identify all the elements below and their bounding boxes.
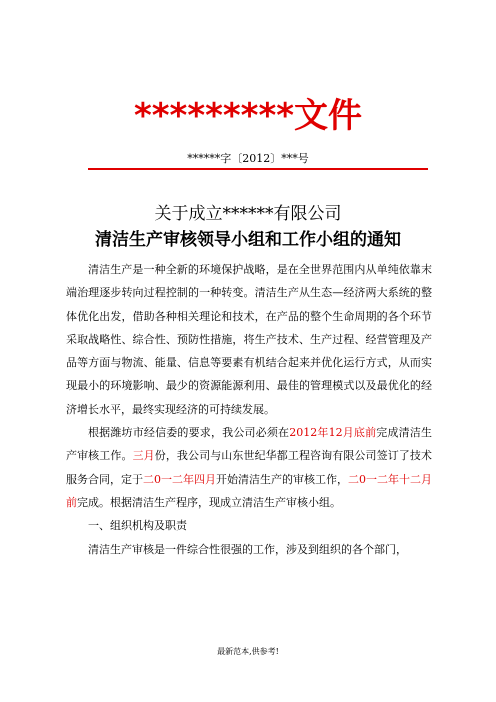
paragraph-organization: 清洁生产审核是一件综合性很强的工作，涉及到组织的各个部门，	[88, 542, 407, 556]
schedule-text-1: 根据潍坊市经信委的要求，我公司必须在	[88, 426, 290, 440]
section-heading-organization: 一、组织机构及职责	[88, 519, 187, 533]
notice-title-line2: 清洁生产审核领导小组和工作小组的通知	[95, 230, 401, 250]
end-date-highlight: 二0一二年十二月前	[66, 472, 432, 509]
schedule-text-4: 开始清洁生产的审核工作，	[216, 472, 348, 486]
document-number: ******字〔2012〕***号	[187, 152, 309, 165]
paragraph-intro: 清洁生产是一种全新的环境保护战略，是在全世界范围内从单纯依靠末端治理逐步转向过程控制的一种转变。清洁生产从生态—经济两大系统的整体优化出发，借助各种相关理论和技术，在产品的整个生命周期的各个环节采取战略性、综合性、预防性措施，将生产技术、生产过程、经营管理及产品等方面与物流、能量、信息等要素有机结合起来并优化运行方式，从而实现最小的环境影响、最少的资源能源利用、最佳的管理模式以及最优化的经济增长水平，最终实现经济的可持续发展。	[66, 263, 432, 416]
start-date-highlight: 二0一二年四月	[143, 472, 216, 486]
paragraph-schedule	[66, 421, 432, 514]
red-divider-line	[88, 168, 428, 170]
schedule-text-5: 完成。根据清洁生产程序，现成立清洁生产审核小组。	[77, 495, 341, 509]
document-body	[66, 258, 432, 561]
page-footer: 最新范本,供参考!	[217, 647, 279, 656]
document-header-title: *********文件	[133, 96, 363, 136]
schedule-text-2: 完成清洁生产审核工作。	[66, 426, 432, 463]
schedule-text-3: 份，我公司与山东世纪华都工程咨询有限公司签订了技术服务合同，定于	[66, 449, 432, 486]
notice-title-line1: 关于成立******有限公司	[154, 204, 342, 224]
deadline-highlight: 2012年12月底前	[289, 426, 377, 440]
month-highlight: 三月	[132, 449, 155, 463]
